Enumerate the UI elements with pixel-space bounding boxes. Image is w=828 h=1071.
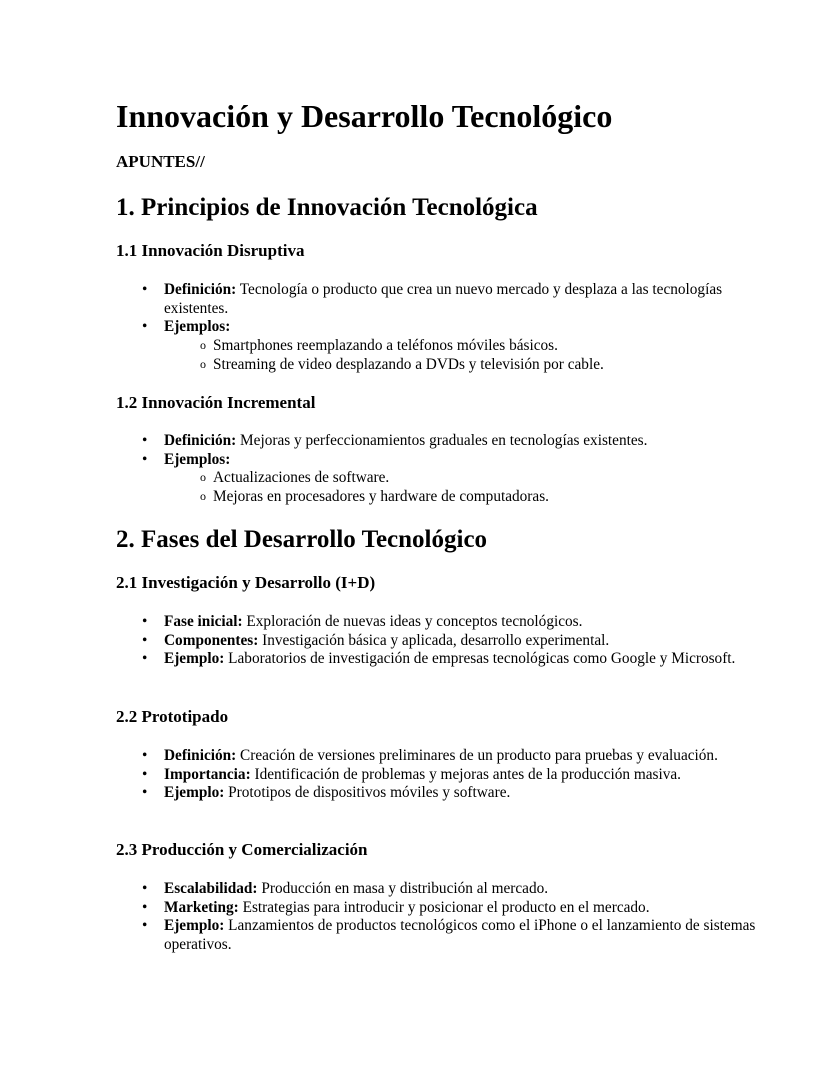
list-item bbox=[116, 318, 768, 374]
list-item bbox=[116, 281, 768, 318]
list-item bbox=[116, 632, 768, 651]
bullet-list bbox=[116, 880, 768, 955]
item-label: Componentes: bbox=[164, 631, 259, 649]
sub-item-text: Streaming de video desplazando a DVDs y televisión por cable. bbox=[213, 355, 604, 373]
bullet-icon: • bbox=[142, 281, 148, 298]
bullet-icon: • bbox=[142, 765, 148, 783]
list-item bbox=[116, 613, 768, 632]
sub-item-text: Actualizaciones de software. bbox=[213, 469, 390, 487]
sub-item-text: Mejoras en procesadores y hardware de computadoras. bbox=[213, 488, 549, 506]
item-label: Marketing: bbox=[164, 898, 239, 916]
subsection-heading: 1.1 Innovación Disruptiva bbox=[116, 241, 305, 260]
bullet-icon: • bbox=[142, 650, 148, 668]
list-item bbox=[116, 747, 768, 766]
item-label: Ejemplo: bbox=[164, 650, 225, 668]
bullet-icon: • bbox=[142, 432, 148, 449]
bullet-icon: • bbox=[142, 898, 148, 916]
item-text: Producción en masa y distribución al mercado. bbox=[257, 880, 549, 897]
sub-list bbox=[164, 337, 768, 374]
item-text: Lanzamientos de productos tecnológicos como el iPhone o el lanzamiento de sistemas operativos. bbox=[164, 917, 756, 954]
list-item bbox=[116, 880, 768, 899]
subsection-heading: 2.2 Prototipado bbox=[116, 707, 229, 726]
document-title: Innovación y Desarrollo Tecnológico bbox=[116, 98, 613, 134]
item-text: Laboratorios de investigación de empresas tecnológicas como Google y Microsoft. bbox=[224, 650, 736, 668]
circle-bullet-icon: o bbox=[200, 356, 206, 371]
item-label: Definición: bbox=[164, 432, 237, 449]
item-label: Ejemplo: bbox=[164, 784, 225, 802]
bullet-list bbox=[116, 747, 768, 803]
list-item bbox=[116, 784, 768, 803]
bullet-list bbox=[116, 613, 768, 669]
subsection-heading: 2.3 Producción y Comercialización bbox=[116, 840, 368, 859]
item-text: Exploración de nuevas ideas y conceptos tecnológicos. bbox=[242, 613, 583, 630]
list-item bbox=[116, 650, 768, 669]
sub-list bbox=[164, 469, 768, 506]
document-subtitle: APUNTES// bbox=[116, 152, 205, 171]
item-label: Ejemplo: bbox=[164, 917, 225, 935]
item-text: Investigación básica y aplicada, desarrollo experimental. bbox=[258, 631, 610, 649]
sub-list-item bbox=[164, 469, 768, 488]
item-label: Ejemplos: bbox=[164, 318, 231, 336]
item-label: Definición: bbox=[164, 281, 237, 298]
sub-list-item bbox=[164, 488, 768, 507]
bullet-icon: • bbox=[142, 880, 148, 897]
sub-list-item bbox=[164, 337, 768, 356]
section-heading: 1. Principios de Innovación Tecnológica bbox=[116, 194, 538, 221]
item-label: Escalabilidad: bbox=[164, 880, 258, 897]
item-label: Fase inicial: bbox=[164, 613, 243, 630]
item-label: Definición: bbox=[164, 747, 237, 764]
list-item bbox=[116, 432, 768, 451]
bullet-icon: • bbox=[142, 613, 148, 630]
bullet-icon: • bbox=[142, 450, 148, 468]
sub-item-text: Smartphones reemplazando a teléfonos móviles básicos. bbox=[213, 337, 558, 355]
item-text: Mejoras y perfeccionamientos graduales en tecnologías existentes. bbox=[236, 432, 648, 449]
list-item bbox=[116, 899, 768, 918]
bullet-list bbox=[116, 432, 768, 507]
bullet-icon: • bbox=[142, 318, 148, 336]
bullet-list bbox=[116, 281, 768, 375]
circle-bullet-icon: o bbox=[200, 489, 206, 504]
circle-bullet-icon: o bbox=[200, 338, 206, 353]
list-item bbox=[116, 917, 768, 954]
item-text: Prototipos de dispositivos móviles y software. bbox=[224, 784, 511, 802]
list-item bbox=[116, 451, 768, 507]
item-text: Identificación de problemas y mejoras antes de la producción masiva. bbox=[250, 765, 681, 783]
subsection-heading: 1.2 Innovación Incremental bbox=[116, 393, 316, 412]
item-text: Estrategias para introducir y posicionar el producto en el mercado. bbox=[238, 898, 650, 916]
bullet-icon: • bbox=[142, 784, 148, 802]
item-text: Tecnología o producto que crea un nuevo mercado y desplaza a las tecnologías existentes. bbox=[164, 281, 723, 317]
list-item bbox=[116, 766, 768, 785]
bullet-icon: • bbox=[142, 917, 148, 935]
circle-bullet-icon: o bbox=[200, 470, 206, 485]
item-text: Creación de versiones preliminares de un producto para pruebas y evaluación. bbox=[236, 747, 718, 764]
sub-list-item bbox=[164, 356, 768, 375]
item-label: Importancia: bbox=[164, 765, 251, 783]
section-heading: 2. Fases del Desarrollo Tecnológico bbox=[116, 526, 488, 553]
bullet-icon: • bbox=[142, 747, 148, 764]
subsection-heading: 2.1 Investigación y Desarrollo (I+D) bbox=[116, 573, 376, 592]
item-label: Ejemplos: bbox=[164, 450, 231, 468]
bullet-icon: • bbox=[142, 631, 148, 649]
